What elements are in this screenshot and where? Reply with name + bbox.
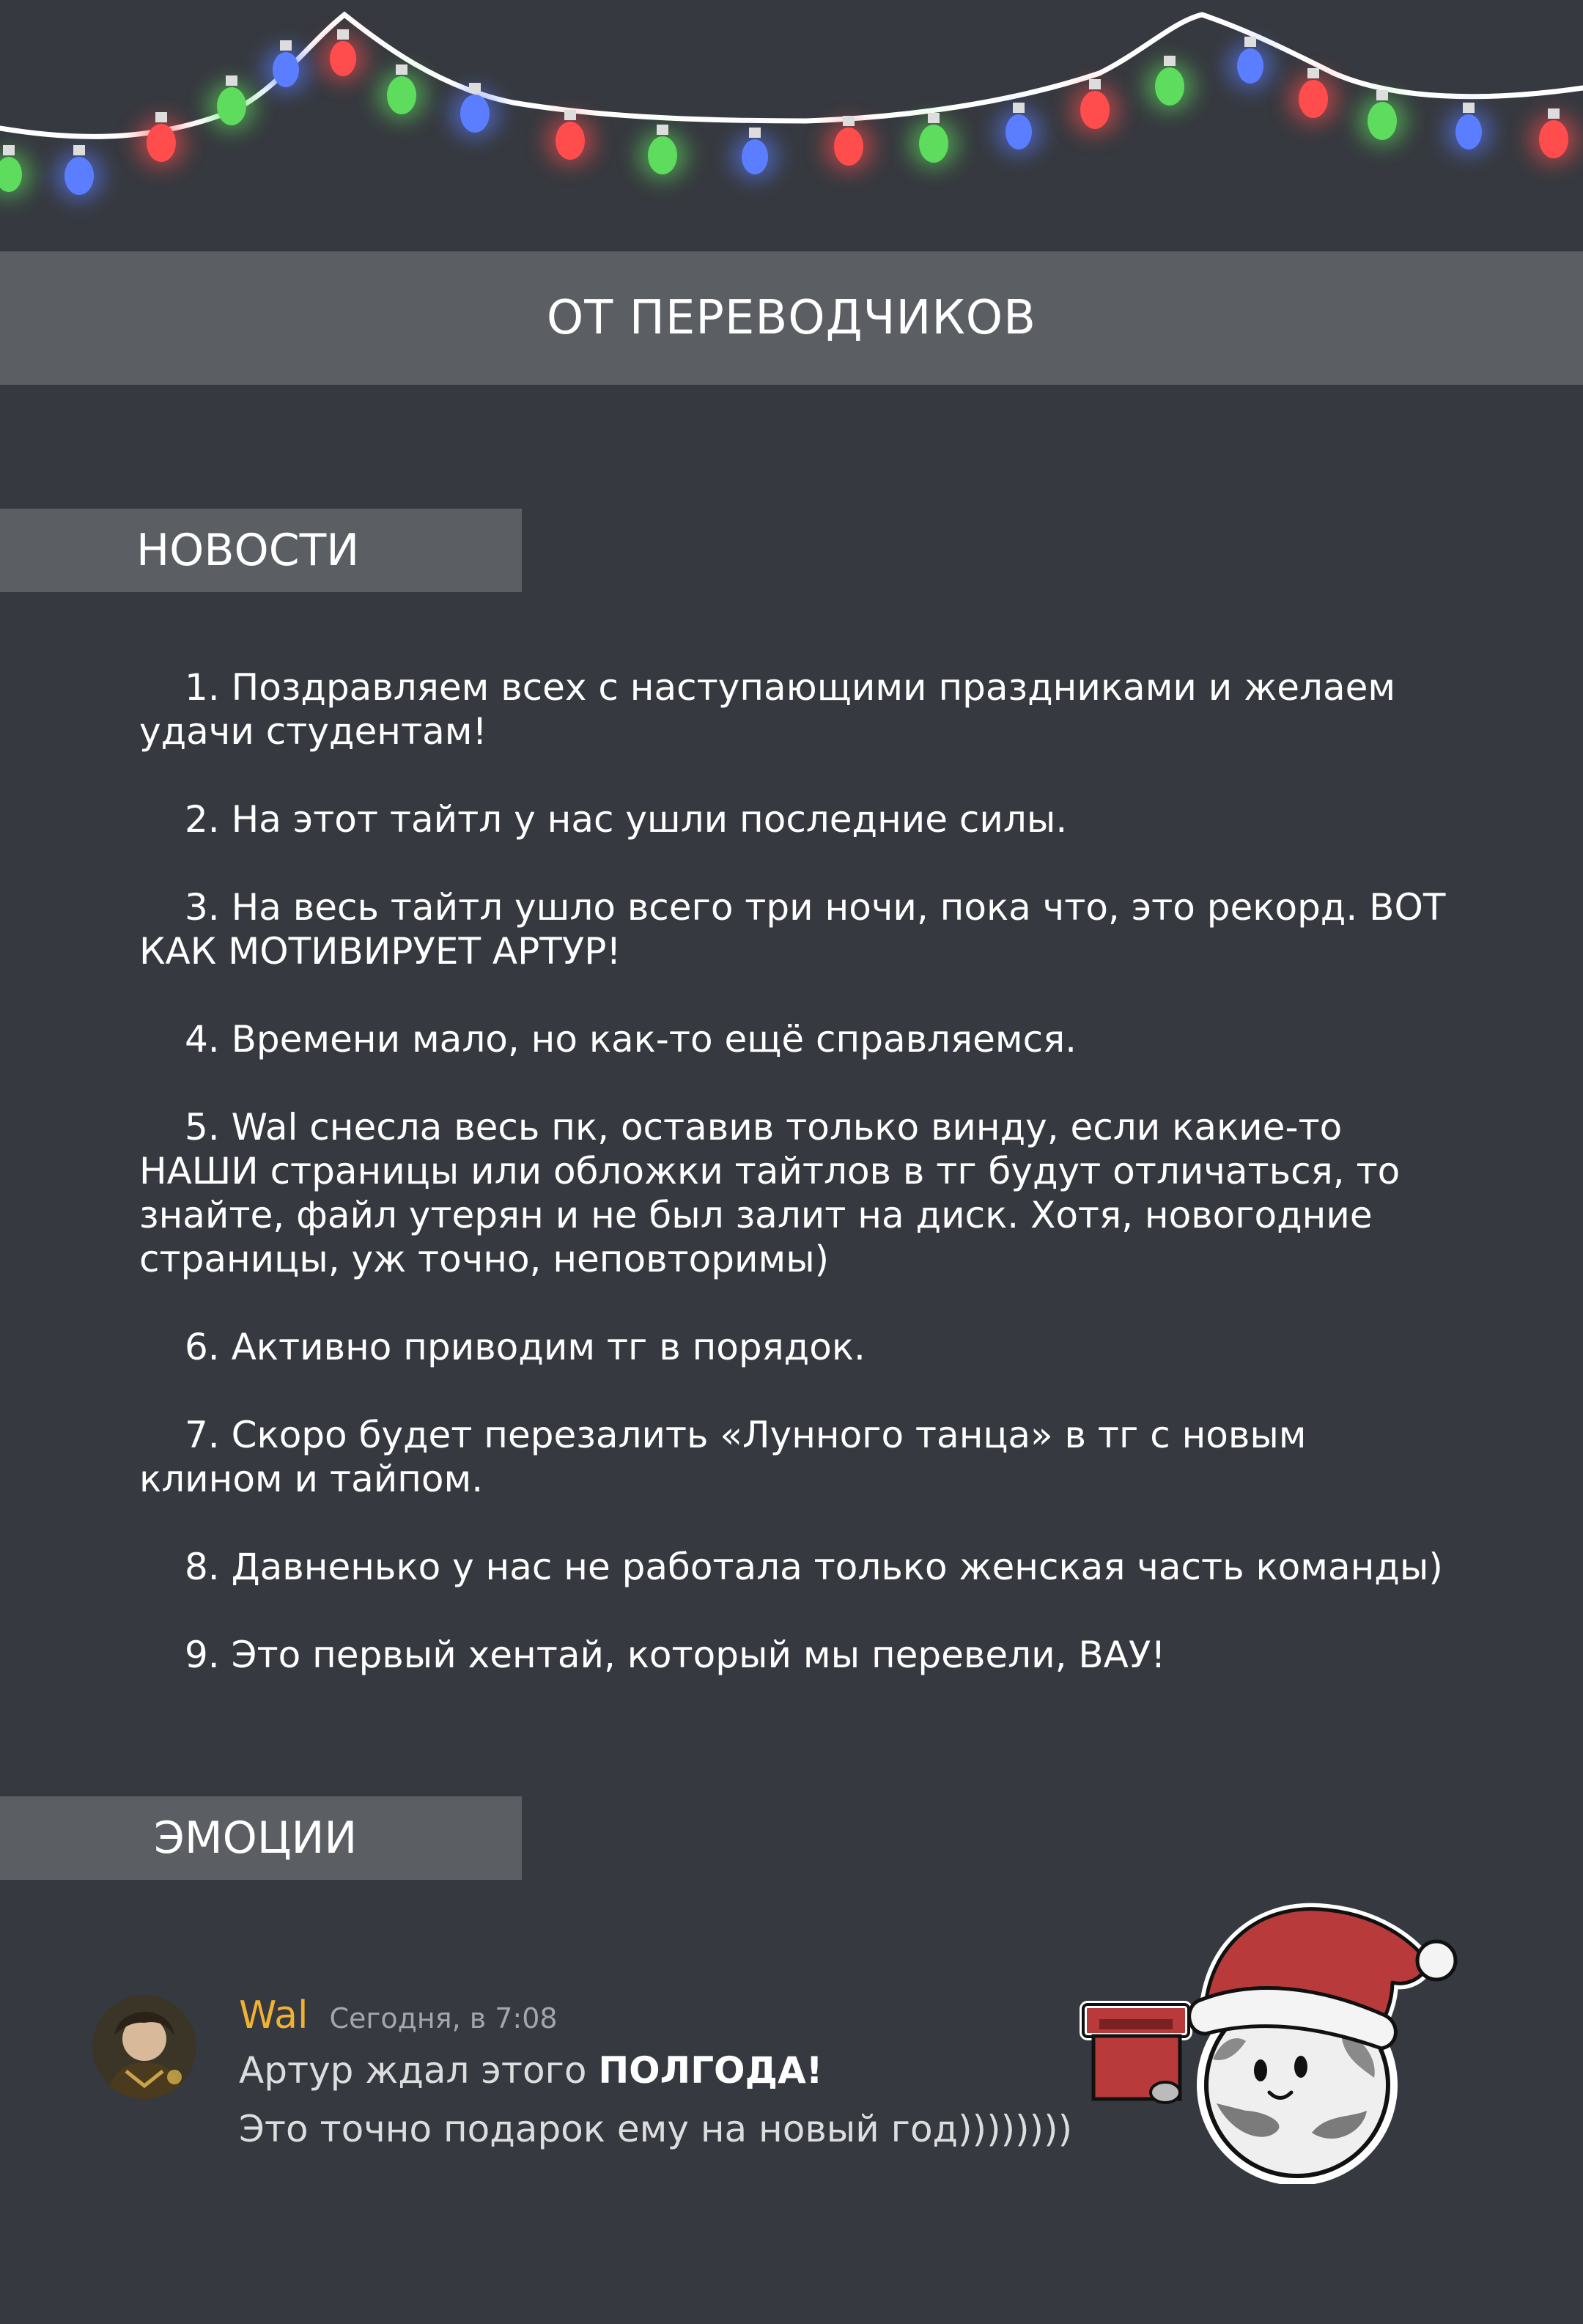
bulb-blue-icon [262, 40, 309, 93]
emotions-section-title: ЭМОЦИИ [154, 1812, 358, 1864]
avatar-image-icon [92, 1995, 196, 2099]
bulb-green-icon [1357, 90, 1407, 146]
news-item: 8. Давненько у нас не работала только женская часть команды) [185, 1546, 1443, 1588]
news-item: 7. Скоро будет перезалить «Лунного танца» в тг с новым клином и тайпом. [139, 1414, 1307, 1500]
news-section-title: НОВОСТИ [136, 525, 360, 576]
bulb-red-icon [1070, 79, 1120, 135]
bulb-blue-icon [54, 145, 104, 201]
message-line [239, 2049, 823, 2092]
santa-moon-mascot-icon [1077, 1891, 1495, 2184]
message-text: Артур ждал этого [239, 2049, 599, 2092]
bulb-green-icon [1145, 56, 1195, 111]
news-item: 1. Поздравляем всех с наступающими праздниками и желаем удачи студентам! [139, 666, 1396, 753]
bulb-blue-icon [1445, 103, 1492, 155]
news-list [139, 665, 1451, 1721]
bulb-blue-icon [731, 128, 778, 180]
bulb-green-icon [909, 113, 959, 169]
bulb-green-icon [207, 75, 257, 131]
chat-message [88, 1993, 1073, 2169]
bulb-red-icon [0, 145, 32, 198]
light-bulbs [0, 29, 1579, 201]
bulb-blue-icon [450, 83, 500, 139]
holiday-lights-garland [0, 0, 1583, 235]
bulb-green-icon [377, 64, 427, 120]
bulb-red-icon [824, 116, 874, 171]
bulb-red-icon [1288, 68, 1338, 124]
news-section-tag [0, 509, 522, 592]
emotions-section-tag [0, 1796, 522, 1880]
news-item: 3. На весь тайтл ушло всего три ночи, пока что, это рекорд. ВОТ КАК МОТИВИРУЕТ АРТУР! [139, 886, 1446, 973]
santa-hat-icon [1189, 1909, 1455, 2048]
bulb-red-icon [320, 29, 366, 82]
news-item: 4. Времени мало, но как-то ещё справляемся. [185, 1018, 1077, 1060]
bulb-green-icon [638, 125, 687, 180]
bulb-red-icon [136, 112, 186, 168]
header-banner [0, 251, 1583, 385]
message-timestamp: Сегодня, в 7:08 [329, 2002, 558, 2035]
news-item: 5. Wal снесла весь пк, оставив только винду, если какие-то НАШИ страницы или обложки тайтлов в тг будут отличаться, то знайте, файл утерян и не был залит на диск. Хотя, новогодние страницы, уж точно, неповторимы) [139, 1106, 1401, 1280]
message-line: Это точно подарок ему на новый год)))))))) [239, 2108, 1073, 2150]
bulb-blue-icon [1227, 37, 1274, 89]
news-item: 9. Это первый хентай, который мы перевели, ВАУ! [185, 1634, 1166, 1676]
message-author[interactable]: Wal [239, 1993, 309, 2037]
bulb-red-icon [1529, 108, 1579, 164]
gift-box-icon [1083, 2004, 1189, 2103]
page-title: ОТ ПЕРЕВОДЧИКОВ [546, 291, 1037, 345]
bulb-red-icon [545, 110, 595, 166]
avatar[interactable] [92, 1995, 196, 2099]
message-header [239, 1993, 558, 2037]
bulb-blue-icon [995, 103, 1042, 155]
message-bold-text: ПОЛГОДА! [598, 2049, 823, 2092]
news-item: 6. Активно приводим тг в порядок. [185, 1326, 866, 1368]
news-item: 2. На этот тайтл у нас ушли последние силы. [185, 798, 1068, 841]
